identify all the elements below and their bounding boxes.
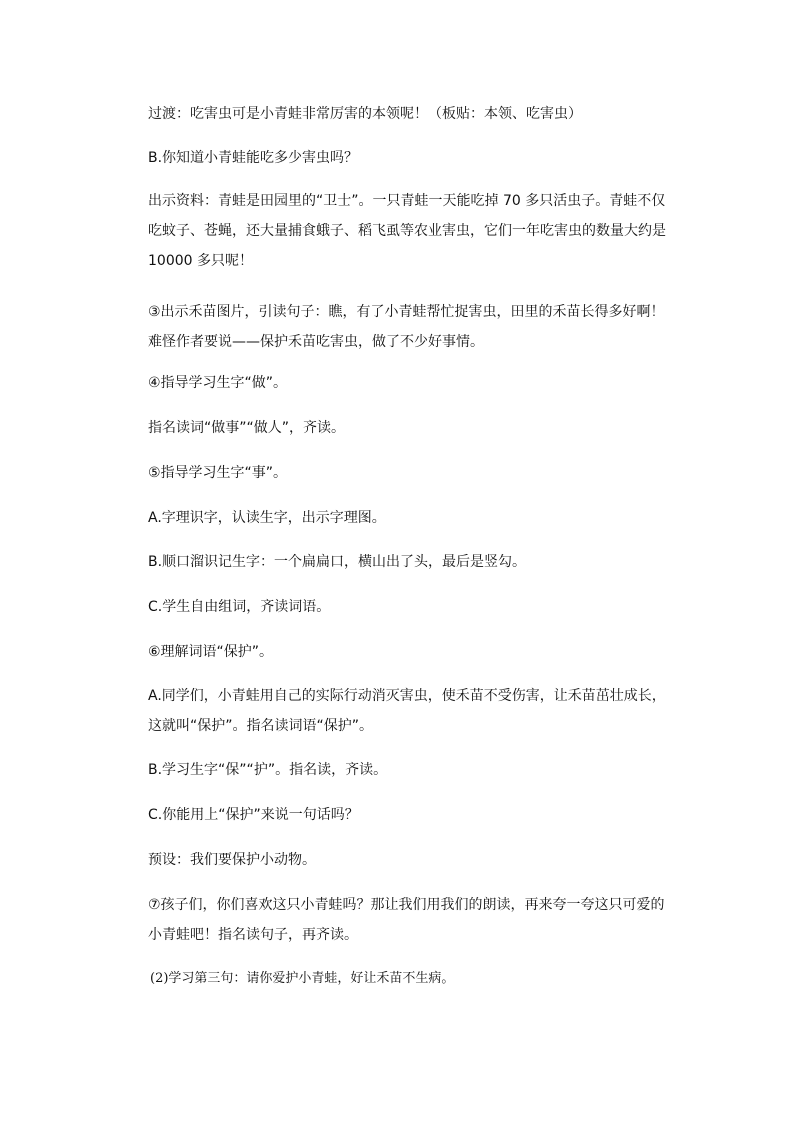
text-line: ⑤指导学习生字“事”。 [148,465,288,481]
text-line: 10000 多只呢！ [148,253,253,269]
text-line: (2)学习第三句：请你爱护小青蛙，好让禾苗不生病。 [150,971,455,986]
paragraph-preset [118,845,708,875]
text-line: 指名读词“做事”“做人”，齐读。 [148,420,346,436]
text-line: B.顺口溜识记生字：一个扁扁口，横山出了头，最后是竖勾。 [148,554,527,570]
text-line: 出示资料：青蛙是田园里的“卫士”。一只青蛙一天能吃掉 70 多只活虫子。青蛙不仅 [148,193,666,209]
text-line: 预设：我们要保护小动物。 [148,852,316,868]
paragraph-step-6-b [118,755,708,785]
text-line: 小青蛙吧！指名读句子，再齐读。 [148,927,358,943]
text-line: C.学生自由组词，齐读词语。 [148,599,331,615]
text-line: 这就叫“保护”。指名读词语“保护”。 [148,718,374,734]
text-line: B.学习生字“保”“护”。指名读，齐读。 [148,762,388,778]
text-line: 难怪作者要说——保护禾苗吃害虫，做了不少好事情。 [148,334,484,350]
text-line: ③出示禾苗图片，引读句子：瞧，有了小青蛙帮忙捉害虫，田里的禾苗长得多好啊！ [148,304,665,320]
text-line: ⑦孩子们，你们喜欢这只小青蛙吗？那让我们用我们的朗读，再来夸一夸这只可爱的 [148,897,665,913]
text-line: ④指导学习生字“做”。 [148,375,288,391]
paragraph-step-6-c [118,800,708,830]
paragraph-step-5-a [118,503,708,533]
paragraph-step-5-c [118,592,708,622]
paragraph-transition [118,99,708,129]
paragraph-step-6 [118,637,708,667]
paragraph-step-6-a [118,681,708,741]
text-line: 过渡：吃害虫可是小青蛙非常厉害的本领呢！（板贴：本领、吃害虫） [148,106,582,122]
text-line: A.字理识字，认读生字，出示字理图。 [148,510,386,526]
paragraph-read-words [118,413,708,443]
paragraph-step-3 [118,297,708,357]
paragraph-step-5 [118,458,708,488]
text-line: ⑥理解词语“保护”。 [148,644,274,660]
text-line: C.你能用上“保护”来说一句话吗？ [148,807,359,823]
text-line: A.同学们，小青蛙用自己的实际行动消灭害虫，使禾苗不受伤害，让禾苗茁壮成长， [148,688,666,704]
text-line: 吃蚊子、苍蝇，还大量捕食蛾子、稻飞虱等农业害虫，它们一年吃害虫的数量大约是 [148,223,666,239]
paragraph-question-b [118,143,708,173]
paragraph-section-2 [118,964,710,994]
paragraph-step-7 [118,890,708,950]
text-line: B.你知道小青蛙能吃多少害虫吗？ [148,150,359,166]
paragraph-material [118,186,708,276]
paragraph-step-4 [118,368,708,398]
paragraph-step-5-b [118,547,708,577]
